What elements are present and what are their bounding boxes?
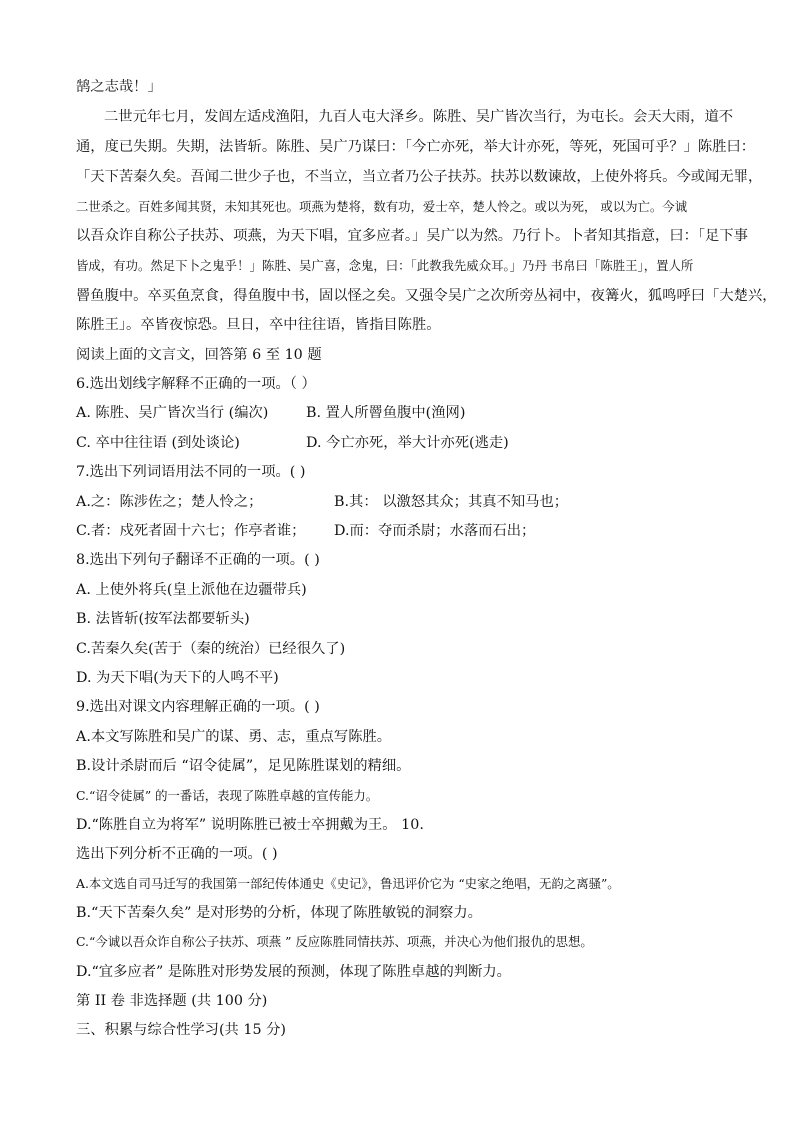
q10-option-a: A.本文选自司马迁写的我国第一部纪传体通史《史记》，鲁迅评价它为 “史家之绝唱，无韵之离骚”。 — [76, 876, 620, 891]
passage-line-1: 鹄之志哉！」 — [76, 79, 162, 95]
passage-line-4: 「天下苦秦久矣。吾闻二世少子也，不当立，当立者乃公子扶苏。扶苏以数谏故，上使外将兵。今或闻无罪， — [76, 169, 763, 185]
q9-option-c: C.“诏令徒属” 的一番话，表现了陈胜卓越的宣传能力。 — [76, 788, 379, 803]
q7-option-a: A.之：陈涉佐之；楚人怜之； — [76, 494, 263, 510]
q7-stem: 7.选出下列词语用法不同的一项。( ) — [76, 464, 306, 480]
q7-option-c: C.者：戍死者固十六七；作亭者谁； — [76, 523, 306, 539]
passage-line-2: 二世元年七月，发闾左适戍渔阳，九百人屯大泽乡。陈胜、吴广皆次当行，为屯长。会天大雨，道不 — [104, 109, 734, 125]
q6-stem: 6.选出划线字解释不正确的一项。（ ） — [76, 376, 316, 392]
q6-option-c: C. 卒中往往语 (到处谈论) — [76, 435, 240, 451]
q8-option-d: D. 为天下唱(为天下的人鸣不平) — [76, 670, 279, 686]
q8-option-c: C.苦秦久矣(苦于（秦的统治）已经很久了) — [76, 641, 346, 657]
passage-line-9: 陈胜王」。卒皆夜惊恐。旦日，卒中往往语，皆指目陈胜。 — [76, 317, 441, 333]
q6-option-b: B. 置人所罾鱼腹中(渔网) — [306, 405, 466, 421]
reading-instruction: 阅读上面的文言文，回答第 6 至 10 题 — [76, 347, 322, 363]
q6-option-d: D. 今亡亦死，举大计亦死(逃走) — [306, 435, 509, 451]
q10-option-c: C.“今诚以吾众诈自称公子扶苏、项燕 ” 反应陈胜同情扶苏、项燕，并决心为他们报仇的思想。 — [76, 934, 593, 949]
q6-option-a: A. 陈胜、吴广皆次当行 (编次) — [76, 405, 269, 421]
passage-line-7: 皆成，有功。然足下卜之鬼乎！」陈胜、吴广喜，念鬼，曰：「此教我先威众耳。」乃丹 书帛曰「陈胜王」，置人所 — [76, 258, 694, 273]
passage-line-5: 二世杀之。百姓多闻其贤，未知其死也。项燕为楚将，数有功，爱士卒，楚人怜之。或以为死， 或以为亡。今诚 — [76, 199, 688, 214]
q10-option-b: B.“天下苦秦久矣” 是对形势的分析，体现了陈胜敏锐的洞察力。 — [76, 905, 482, 921]
passage-line-6: 以吾众诈自称公子扶苏、项燕，为天下唱，宜多应者。」吴广以为然。乃行卜。卜者知其指意，曰：「足下事 — [76, 228, 748, 244]
q9-option-d: D.“陈胜自立为将军” 说明陈胜已被士卒拥戴为王。 10. — [76, 817, 424, 833]
q7-option-d: D.而：夺而杀尉；水落而石出； — [334, 523, 536, 539]
passage-line-8: 罾鱼腹中。卒买鱼烹食，得鱼腹中书，固以怪之矣。又强令吴广之次所旁丛祠中，夜篝火，狐鸣呼曰「大楚兴， — [76, 288, 777, 304]
q8-stem: 8.选出下列句子翻译不正确的一项。( ) — [76, 552, 320, 568]
q7-option-b: B.其： 以激怒其众；其真不知马也； — [334, 494, 569, 510]
q8-option-a: A. 上使外将兵(皇上派他在边疆带兵) — [76, 582, 307, 598]
q10-stem: 选出下列分析不正确的一项。( ) — [76, 846, 278, 862]
section-2-heading: 第 II 卷 非选择题 (共 100 分) — [76, 993, 268, 1009]
q8-option-b: B. 法皆斩(按军法都要斩头) — [76, 611, 250, 627]
passage-line-3: 通，度已失期。失期，法皆斩。陈胜、吴广乃谋曰：「今亡亦死，举大计亦死，等死，死国可乎？」陈胜曰： — [76, 139, 756, 155]
section-3-heading: 三、积累与综合性学习(共 15 分) — [76, 1022, 286, 1038]
q9-option-b: B.设计杀尉而后 “诏令徒属”，足见陈胜谋划的精细。 — [76, 758, 411, 774]
q9-stem: 9.选出对课文内容理解正确的一项。( ) — [76, 699, 320, 715]
q10-option-d: D.“宜多应者” 是陈胜对形势发展的预测，体现了陈胜卓越的判断力。 — [76, 964, 511, 980]
q9-option-a: A.本文写陈胜和吴广的谋、勇、志，重点写陈胜。 — [76, 729, 392, 745]
